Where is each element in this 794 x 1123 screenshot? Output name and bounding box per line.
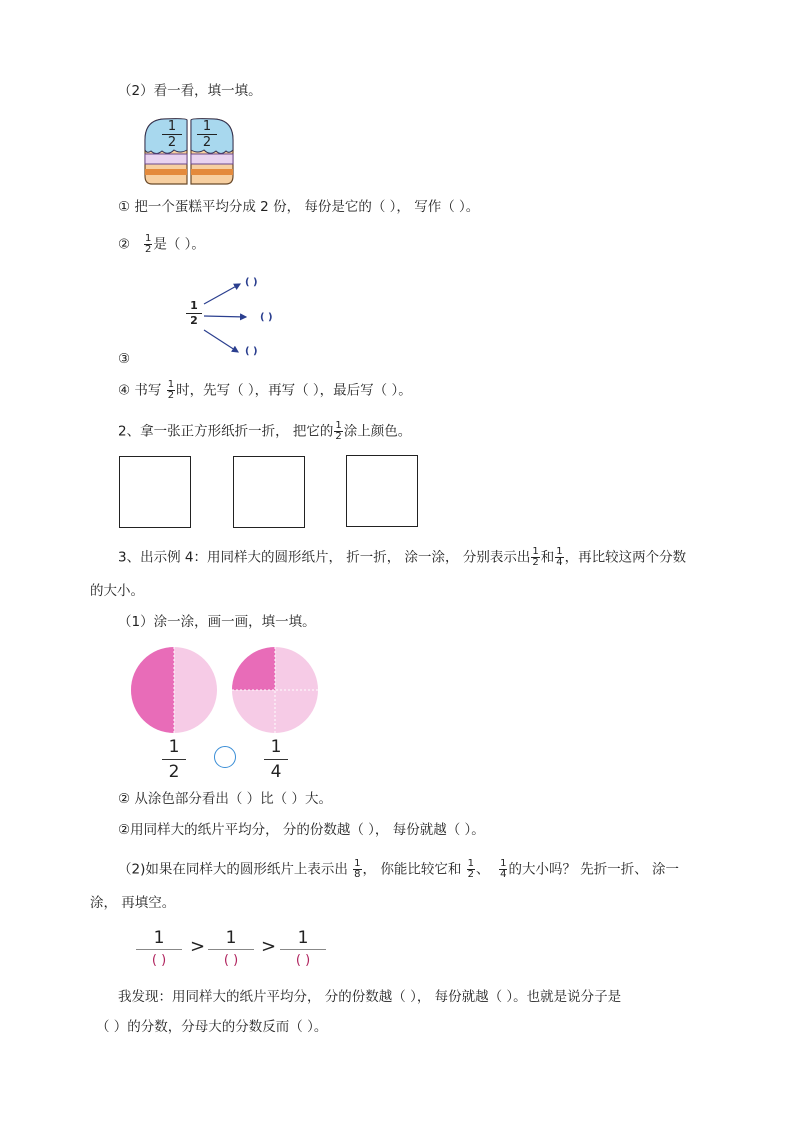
tree-den: 2 — [190, 314, 198, 327]
section-heading: （2）看一看，填一填。 — [118, 83, 262, 99]
compare-fraction-3: 1 ( ) — [280, 929, 326, 970]
circle-quarter-fraction: 1 4 — [264, 737, 288, 782]
compare-fraction-1: 1 ( ) — [136, 929, 182, 970]
cake-illustration — [142, 114, 236, 186]
fraction-half-4: $\frac{1}{2}$ — [532, 546, 539, 568]
sub-question-2-line-2: 涂， 再填空。 — [90, 895, 176, 911]
compare-circle-blank[interactable] — [214, 746, 236, 768]
greater-than-1: > — [190, 936, 206, 957]
fraction-quarter-2: $\frac{1}{4}$ — [500, 858, 507, 880]
discovery-line-1: 我发现：用同样大的纸片平均分， 分的份数越（ ）， 每份就越（ ）。也就是说分子是 — [118, 989, 622, 1005]
square-paper-2[interactable] — [233, 456, 305, 528]
fraction-half-2: $\frac{1}{2}$ — [167, 379, 175, 401]
cake-icon — [142, 114, 236, 186]
fraction-half-3: $\frac{1}{2}$ — [335, 420, 342, 442]
cake-right-num: 1 — [202, 119, 212, 134]
fraction-half: $\frac{1}{2}$ — [144, 233, 152, 255]
tree-branch-top: ( ) — [245, 277, 258, 288]
cake-left-den: 2 — [167, 135, 177, 150]
cake-left-num: 1 — [167, 119, 177, 134]
discovery-line-2: （ ）的分数，分母大的分数反而（ ）。 — [96, 1019, 328, 1035]
fraction-half-5: $\frac{1}{2}$ — [467, 858, 474, 880]
greater-than-2: > — [261, 936, 277, 957]
compare-fraction-2: 1 ( ) — [208, 929, 254, 970]
fraction-eighth: $\frac{1}{8}$ — [354, 858, 361, 880]
question-1: ① 把一个蛋糕平均分成 2 份， 每份是它的（ ）， 写作（ ）。 — [118, 199, 480, 215]
question-parts: ②用同样大的纸片平均分， 分的份数越（ ）， 每份就越（ ）。 — [118, 822, 485, 838]
task-2: 2、拿一张正方形纸折一折， 把它的 $\frac{1}{2}$ 涂上颜色。 — [118, 420, 412, 442]
fraction-tree — [182, 272, 302, 362]
question-4: ④ 书写 $\frac{1}{2}$ 时，先写（ ），再写（ ），最后写（ ）。 — [118, 379, 412, 401]
circle-half-icon — [130, 646, 218, 734]
question-3-marker: ③ — [118, 351, 131, 367]
cake-right-den: 2 — [202, 135, 212, 150]
sub-question-1: （1）涂一涂，画一画，填一填。 — [118, 614, 316, 630]
question-compare: ② 从涂色部分看出（ ）比（ ）大。 — [118, 791, 332, 807]
circle-quarter[interactable] — [231, 646, 319, 738]
task-3-line-2: 的大小。 — [90, 583, 144, 599]
circle-half-fraction: 1 2 — [162, 737, 186, 782]
fraction-quarter: $\frac{1}{4}$ — [556, 546, 563, 568]
sub-question-2-line-1: （2)如果在同样大的圆形纸片上表示出 $\frac{1}{8}$ ， 你能比较它和 $\frac{1}{2}$ 、 $\frac{1}{4}$ 的大小吗？ 先折一折、 涂一 — [118, 858, 680, 880]
tree-branch-mid: ( ) — [260, 312, 273, 323]
question-2: ② $\frac{1}{2}$ 是（ ）。 — [118, 233, 205, 255]
circle-half[interactable] — [130, 646, 218, 738]
tree-num: 1 — [190, 299, 198, 312]
tree-branch-bot: ( ) — [245, 346, 258, 357]
circle-quarter-icon — [231, 646, 319, 734]
tree-arrows — [182, 272, 302, 362]
square-paper-1[interactable] — [119, 456, 191, 528]
square-paper-3[interactable] — [346, 455, 418, 527]
task-3-line-1: 3、出示例 4：用同样大的圆形纸片， 折一折， 涂一涂， 分别表示出 $\frac{1}{2}$ 和 $\frac{1}{4}$ ，再比较这两个分数 — [118, 546, 687, 568]
